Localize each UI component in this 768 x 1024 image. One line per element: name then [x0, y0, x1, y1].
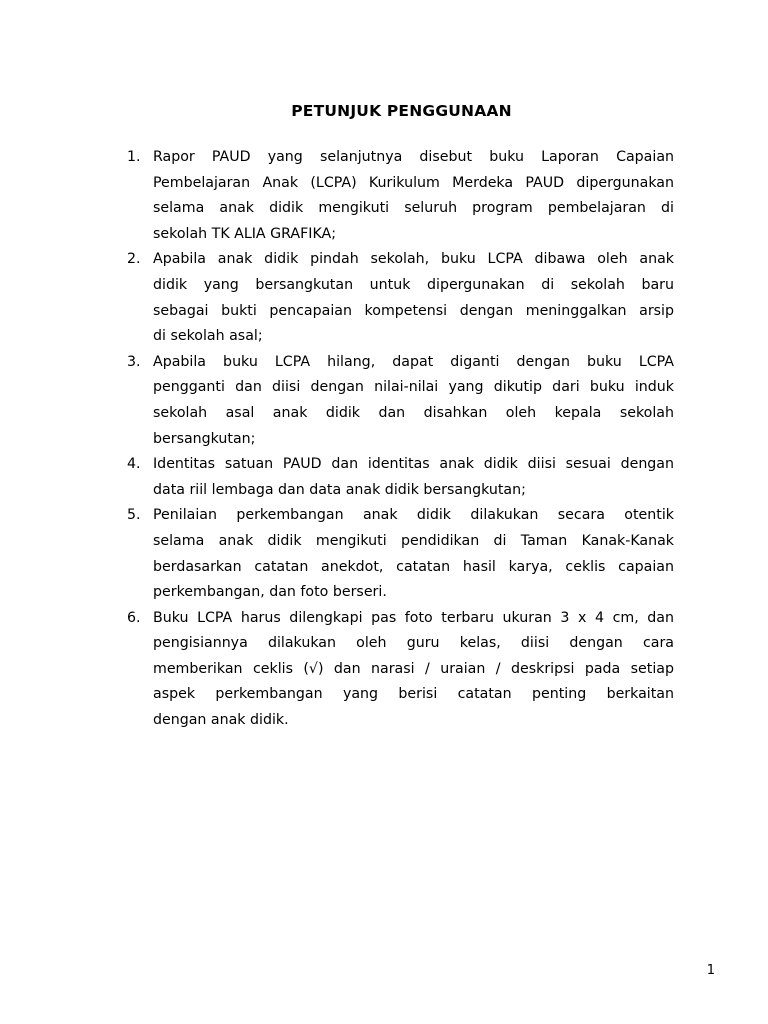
list-item-line: selama anak didik mengikuti seluruh program pembelajaran di	[153, 200, 674, 217]
list-item	[127, 247, 674, 349]
list-item-number: 3.	[127, 353, 141, 370]
list-item	[127, 606, 674, 734]
list-item-number: 4.	[127, 456, 141, 473]
list-item-line: sekolah TK ALIA GRAFIKA;	[153, 225, 337, 242]
list-item-line: sebagai bukti pencapaian kompetensi dengan meninggalkan arsip	[153, 302, 674, 319]
list-item	[127, 350, 674, 452]
list-item-line: didik yang bersangkutan untuk dipergunakan di sekolah baru	[153, 276, 674, 293]
list-item-number: 2.	[127, 251, 141, 268]
list-item-line: bersangkutan;	[153, 430, 256, 447]
list-item-line: berdasarkan catatan anekdot, catatan hasil karya, ceklis capaian	[153, 558, 674, 575]
list-item-line: sekolah asal anak didik dan disahkan oleh kepala sekolah	[153, 404, 674, 421]
list-item	[127, 452, 674, 503]
page-number: 1	[706, 963, 715, 978]
list-item	[127, 503, 674, 605]
list-item-line: Rapor PAUD yang selanjutnya disebut buku Laporan Capaian	[153, 149, 674, 165]
list-item-line: Identitas satuan PAUD dan identitas anak didik diisi sesuai dengan	[153, 456, 674, 473]
list-item-line: di sekolah asal;	[153, 328, 263, 345]
list-item-line: Pembelajaran Anak (LCPA) Kurikulum Merdeka PAUD dipergunakan	[153, 174, 674, 191]
list-item-line: perkembangan, dan foto berseri.	[153, 584, 387, 601]
list-item-line: data riil lembaga dan data anak didik bersangkutan;	[153, 481, 526, 498]
list-item-line: Apabila anak didik pindah sekolah, buku LCPA dibawa oleh anak	[153, 251, 674, 268]
list-item-line: memberikan ceklis (√) dan narasi / uraian / deskripsi pada setiap	[153, 660, 674, 677]
list-item-number: 5.	[127, 507, 141, 524]
list-item	[127, 145, 674, 247]
list-item-line: Apabila buku LCPA hilang, dapat diganti dengan buku LCPA	[153, 353, 674, 370]
list-item-line: aspek perkembangan yang berisi catatan penting berkaitan	[153, 686, 674, 703]
instruction-list	[127, 145, 674, 734]
document-title: PETUNJUK PENGGUNAAN	[291, 102, 512, 120]
list-item-number: 6.	[127, 609, 141, 626]
list-item-line: Buku LCPA harus dilengkapi pas foto terbaru ukuran 3 x 4 cm, dan	[153, 609, 674, 626]
list-item-line: dengan anak didik.	[153, 712, 289, 729]
list-item-line: selama anak didik mengikuti pendidikan di Taman Kanak-Kanak	[153, 532, 674, 549]
list-item-line: Penilaian perkembangan anak didik dilakukan secara otentik	[153, 507, 674, 524]
list-item-line: pengisiannya dilakukan oleh guru kelas, diisi dengan cara	[153, 635, 674, 652]
list-item-number: 1.	[127, 149, 141, 165]
list-item-line: pengganti dan diisi dengan nilai-nilai yang dikutip dari buku induk	[153, 379, 674, 396]
